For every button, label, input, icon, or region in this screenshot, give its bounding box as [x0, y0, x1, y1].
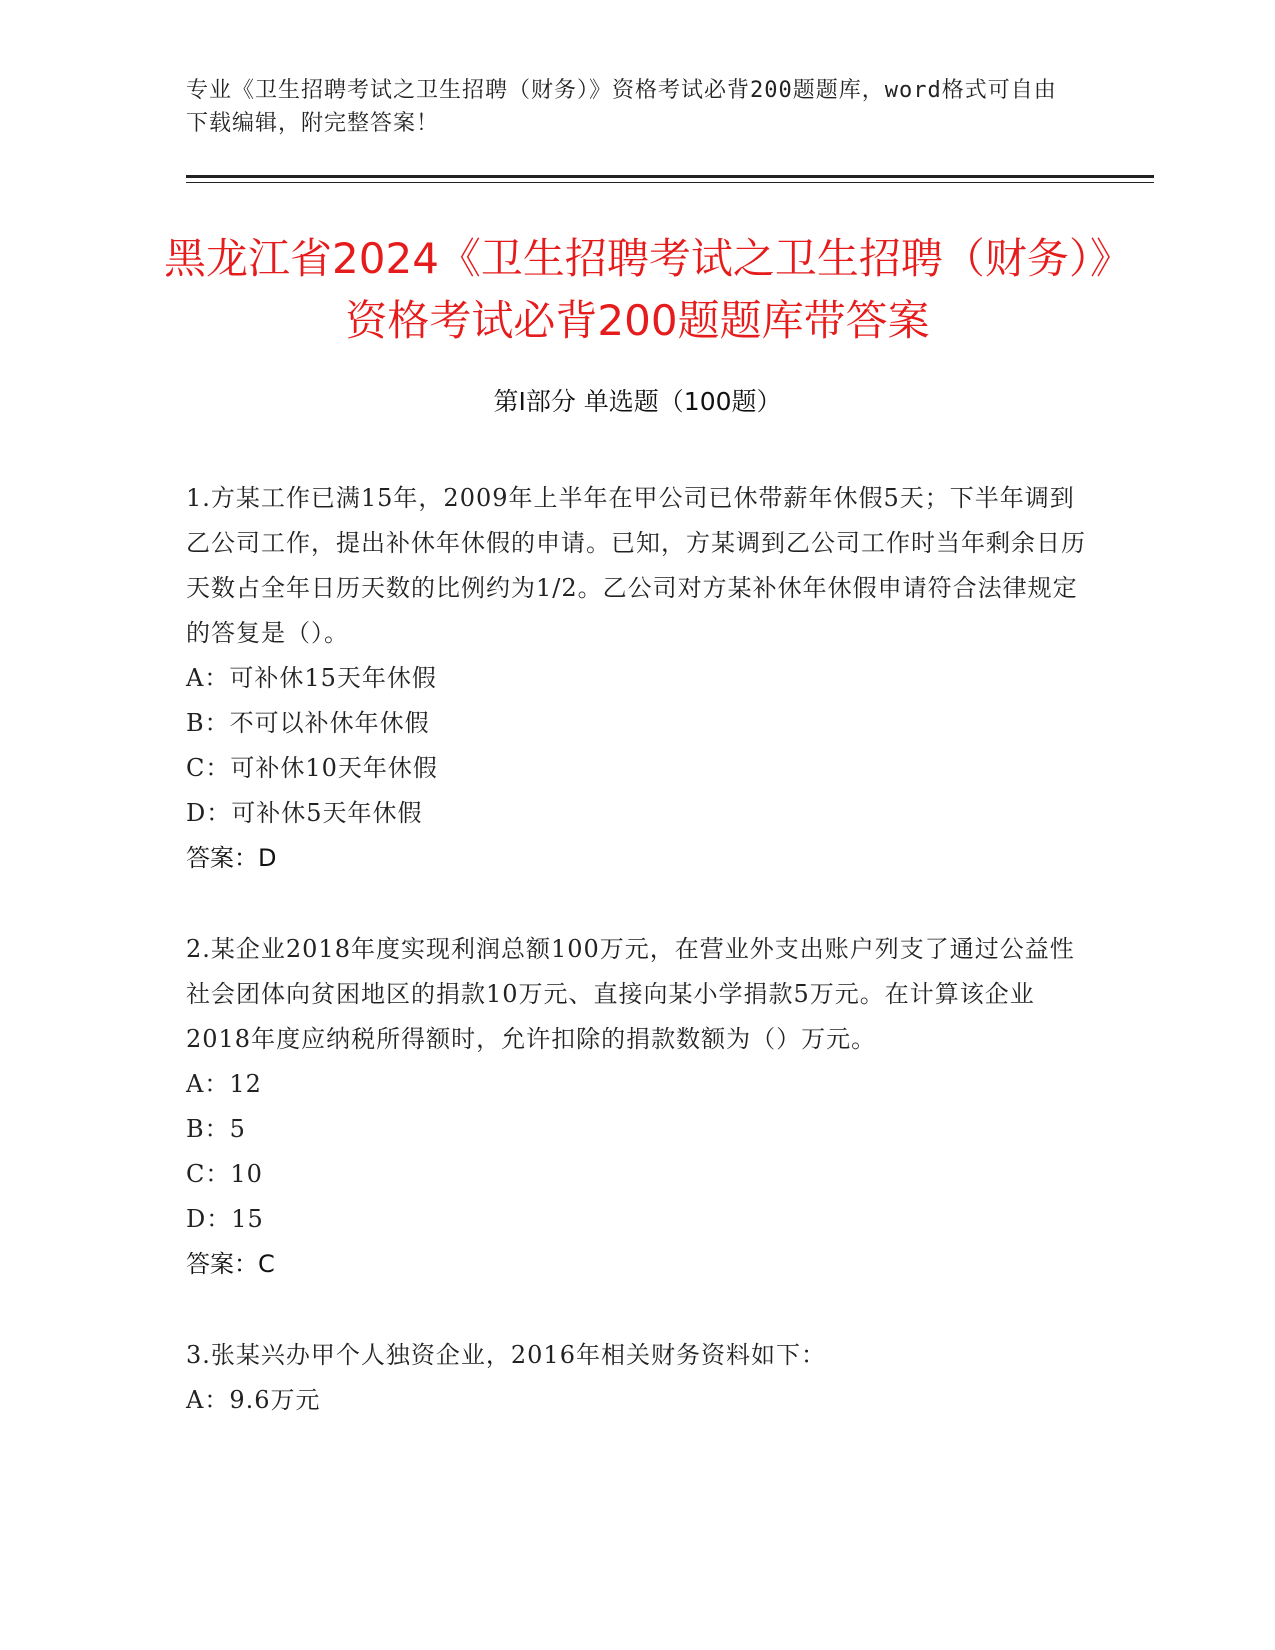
option-b: B：不可以补休年休假 [186, 709, 430, 737]
header-divider-thin [186, 182, 1154, 183]
answer-label: 答案：D [186, 844, 277, 872]
answer-label: 答案：C [186, 1250, 275, 1278]
option-c: C：可补休10天年休假 [186, 754, 438, 782]
option-d: D：可补休5天年休假 [186, 799, 423, 827]
question-stem: 1.方某工作已满15年，2009年上半年在甲公司已休带薪年休假5天；下半年调到乙公司工作，提出补休年休假的申请。已知，方某调到乙公司工作时当年剩余日历天数占全年日历天数的比例约为1/2。乙公司对方某补休年休假申请符合法律规定的答复是（）。 [186, 484, 1086, 647]
section-title: 第I部分 单选题（100题） [493, 387, 782, 416]
question-1 [186, 476, 1086, 881]
question-3 [186, 1333, 1086, 1423]
option-a: A：9.6万元 [186, 1386, 321, 1414]
question-stem: 2.某企业2018年度实现利润总额100万元，在营业外支出账户列支了通过公益性社会团体向贫困地区的捐款10万元、直接向某小学捐款5万元。在计算该企业2018年度应纳税所得额时，允许扣除的捐款数额为（）万元。 [186, 935, 1075, 1053]
question-spacer [186, 1287, 1086, 1333]
question-2 [186, 927, 1086, 1287]
question-stem: 3.张某兴办甲个人独资企业，2016年相关财务资料如下： [186, 1341, 826, 1369]
option-d: D：15 [186, 1205, 264, 1233]
header-divider-thick [186, 175, 1154, 178]
question-list [186, 476, 1086, 1423]
option-b: B：5 [186, 1115, 246, 1143]
question-spacer [186, 881, 1086, 927]
header-note: 专业《卫生招聘考试之卫生招聘（财务）》资格考试必背200题题库，word格式可自由下载编辑，附完整答案！ [186, 78, 1057, 136]
option-a: A：可补休15天年休假 [186, 664, 437, 692]
document-title: 黑龙江省2024《卫生招聘考试之卫生招聘（财务）》资格考试必背200题题库带答案 [164, 234, 1111, 345]
option-c: C：10 [186, 1160, 263, 1188]
option-a: A：12 [186, 1070, 262, 1098]
